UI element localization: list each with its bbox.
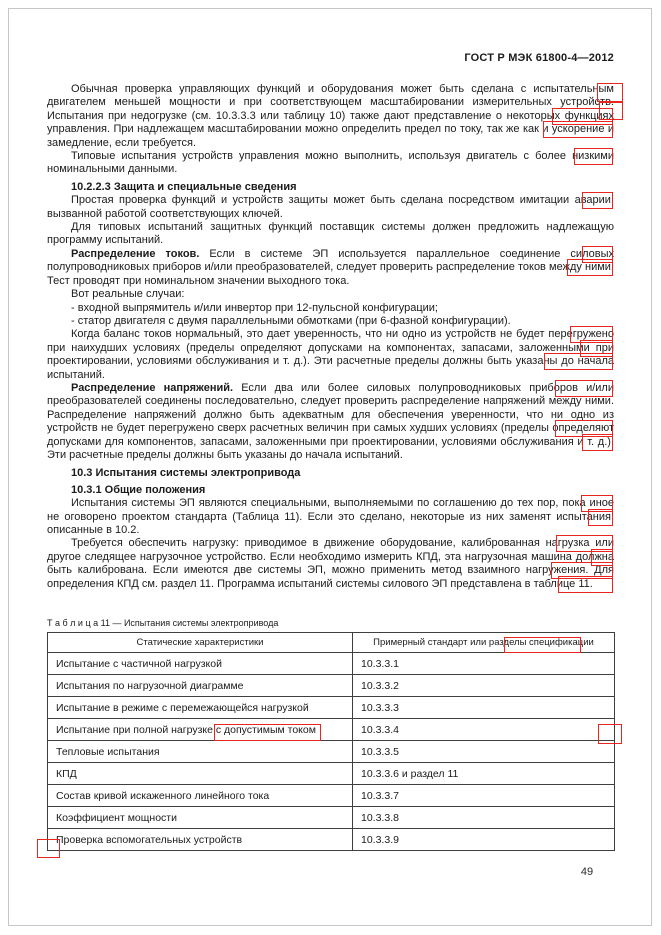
test-ref: 10.3.3.3 xyxy=(353,697,615,719)
paragraph-protection-program: Для типовых испытаний защитных функций поставщик системы должен предложить надлежащую программу испытаний. xyxy=(47,221,614,247)
tests-table xyxy=(47,632,615,851)
voltage-sharing-term: Распределение напряжений. xyxy=(71,381,234,394)
test-name: Испытание в режиме с перемежающейся нагрузкой xyxy=(48,697,353,719)
test-name: Тепловые испытания xyxy=(48,741,353,763)
test-ref: 10.3.3.1 xyxy=(353,653,615,675)
table-row xyxy=(48,807,615,829)
table-row xyxy=(48,719,615,741)
test-name: Испытание при полной нагрузке с допустимым током xyxy=(48,719,353,741)
test-ref: 10.3.3.9 xyxy=(353,829,615,851)
test-ref: 10.3.3.6 и раздел 11 xyxy=(353,763,615,785)
test-name: Проверка вспомогательных устройств xyxy=(48,829,353,851)
bullet-rectifier: - входной выпрямитель и/или инвертор при 12-пульсной конфигурации; xyxy=(71,301,438,314)
doc-header: ГОСТ Р МЭК 61800-4—2012 xyxy=(464,52,614,64)
table-row xyxy=(48,763,615,785)
paragraph-current-sharing xyxy=(47,248,614,288)
test-name: Испытание с частичной нагрузкой xyxy=(48,653,353,675)
paragraph-protection-check: Простая проверка функций и устройств защиты может быть сделана посредством имитации аварии, вызванной работой соответствующих ключей. xyxy=(47,194,614,220)
paragraph-voltage-sharing xyxy=(47,382,614,462)
table-row xyxy=(48,697,615,719)
test-name: Испытания по нагрузочной диаграмме xyxy=(48,675,353,697)
table-row xyxy=(48,829,615,851)
heading-general: 10.3.1 Общие положения xyxy=(71,483,206,496)
current-sharing-text: Если в системе ЭП используется параллельное соединение силовых полупроводниковых приборов и/или преобразователей, следует проверить распределение токов между ними. Тест проводят при номинальном значении выходного тока. xyxy=(47,247,614,287)
paragraph-real-cases: Вот реальные случаи: xyxy=(71,288,185,301)
test-ref: 10.3.3.8 xyxy=(353,807,615,829)
test-name: КПД xyxy=(48,763,353,785)
test-name: Состав кривой искаженного линейного тока xyxy=(48,785,353,807)
heading-protection: 10.2.2.3 Защита и специальные сведения xyxy=(71,180,297,193)
page-number: 49 xyxy=(580,866,594,878)
paragraph-scaled-motor: Обычная проверка управляющих функций и оборудования может быть сделана с испытательным двигателем меньшей мощности и при соответствующем масштабировании измерительных устройств. Испытания при недогрузке (см. 10.3.3.3 или таблицу 10) также дают представление о некоторых функциях управления. При надлежащем масштабировании можно определить предел по току, так же как и ускорение и замедление, если требуется. xyxy=(47,83,614,149)
paragraph-current-balance: Когда баланс токов нормальный, это дает уверенность, что ни одно из устройств не будет перегружено при наихудших условиях (пределы определяют допусками на компонентах, запасами, заложенными при проектировании, условиями обслуживания и т. д.). Эти расчетные пределы должны быть указаны до начала испытаний. xyxy=(47,328,614,381)
current-sharing-term: Распределение токов. xyxy=(71,247,200,260)
test-ref: 10.3.3.7 xyxy=(353,785,615,807)
doc-body xyxy=(47,83,614,591)
paragraph-load-requirement: Требуется обеспечить нагрузку: приводимое в движение оборудование, калиброванная нагрузка или другое следящее нагрузочное устройство. Если необходимо измерить КПД, эта нагрузочная машина должна быть калибрована. Если имеются две системы ЭП, можно применить метод взаимного нагружения. Для определения КПД см. раздел 11. Программа испытаний системы силового ЭП представлена в таблице 11. xyxy=(47,537,614,590)
test-ref: 10.3.3.2 xyxy=(353,675,615,697)
table-caption: Т а б л и ц а 11 — Испытания системы электропривода xyxy=(47,618,279,628)
table-row xyxy=(48,785,615,807)
heading-drive-tests: 10.3 Испытания системы электропривода xyxy=(71,467,301,480)
voltage-sharing-text: Если два или более силовых полупроводниковых приборов и/или преобразователей соединены последовательно, следует проверить распределение напряжений между ними. Распределение напряжений должно быть адекватным для обеспечения уверенности, что ни одно из устройств не будет перегружено сверх расчетных величин при самых худших условиях (пределы определяют допусками для компонентов, запасами, заложенными при проектировании, условиями обслуживания и т. д.). Эти расчетные пределы должны быть указаны до начала испытаний. xyxy=(47,381,614,461)
table-row xyxy=(48,653,615,675)
table-header-row xyxy=(48,633,615,653)
col-header-static-characteristics: Статические характеристики xyxy=(48,633,353,653)
bullet-stator: - статор двигателя с двумя параллельными обмотками (при 6-фазной конфигурации). xyxy=(71,314,511,327)
paragraph-type-tests: Типовые испытания устройств управления можно выполнить, используя двигатель с более низкими номинальными данными. xyxy=(47,150,614,176)
table-row xyxy=(48,741,615,763)
test-ref: 10.3.3.4 xyxy=(353,719,615,741)
test-name: Коэффициент мощности xyxy=(48,807,353,829)
paragraph-special-tests: Испытания системы ЭП являются специальными, выполняемыми по соглашению до тех пор, пока иное не оговорено проектом стандарта (Таблица 11). Если это сделано, некоторые из них заменят испытания, описанные в 10.2. xyxy=(47,497,614,536)
col-header-standard-sections: Примерный стандарт или разделы спецификации xyxy=(353,633,615,653)
table-row xyxy=(48,675,615,697)
test-ref: 10.3.3.5 xyxy=(353,741,615,763)
